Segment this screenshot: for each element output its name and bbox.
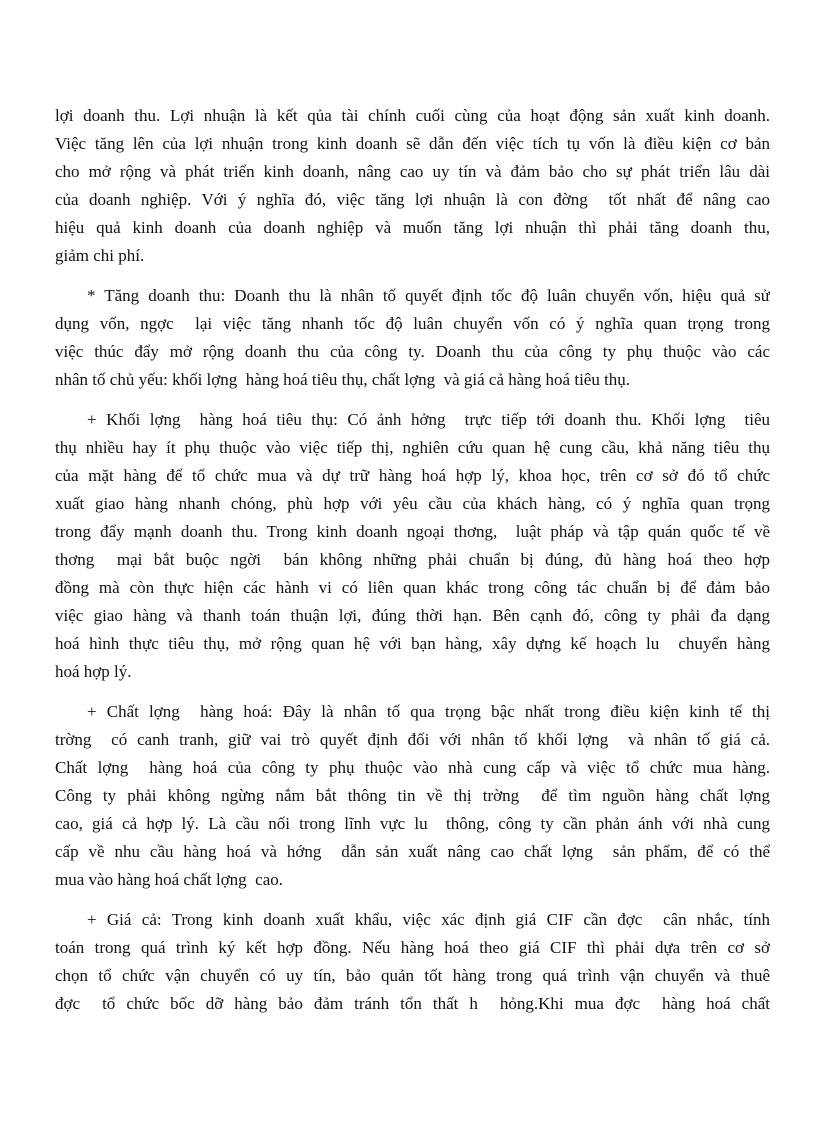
text-line: hoá hợp lý. (55, 662, 132, 681)
text-line: đồng mà còn thực hiện các hành vi có liên quan khác trong công tác chuẩn bị để đảm bảo (55, 578, 770, 597)
text-line: đợc tổ chức bốc dỡ hàng bảo đảm tránh tổn thất h hỏng.Khi mua đợc hàng hoá chất (55, 994, 770, 1013)
text-line: của mặt hàng để tổ chức mua và dự trữ hàng hoá hợp lý, khoa học, trên cơ sở đó tổ chức (55, 466, 770, 485)
text-line: nhân tố chủ yếu: khối lợng hàng hoá tiêu thụ, chất lợng và giá cả hàng hoá tiêu thụ. (55, 370, 631, 389)
text-line: + Khối lợng hàng hoá tiêu thụ: Có ảnh hởng trực tiếp tới doanh thu. Khối lợng tiêu (87, 410, 770, 429)
text-line: thơng mại bắt buộc ngời bán không những phải chuẩn bị đúng, đủ hàng hoá theo hợp (55, 550, 770, 569)
text-line: lợi doanh thu. Lợi nhuận là kết qủa tài chính cuối cùng của hoạt động sản xuất kinh doanh. (55, 106, 770, 125)
text-line: hoá hình thực tiêu thụ, mở rộng quan hệ với bạn hàng, xây dựng kế hoạch lu chuyển hàng (55, 634, 770, 653)
text-line: trờng có canh tranh, giữ vai trò quyết định đối với nhân tố khối lợng và nhân tố giá cả. (55, 730, 770, 749)
text-line: mua vào hàng hoá chất lợng cao. (55, 870, 284, 889)
text-line: Chất lợng hàng hoá của công ty phụ thuộc vào nhà cung cấp và việc tổ chức mua hàng. (55, 758, 770, 777)
text-line: Việc tăng lên của lợi nhuận trong kinh doanh sẽ dẫn đến việc tích tụ vốn là điều kiện cơ bản (55, 134, 770, 153)
text-line: toán trong quá trình ký kết hợp đồng. Nếu hàng hoá theo giá CIF thì phải dựa trên cơ sở (55, 938, 770, 957)
text-line: dụng vốn, ngợc lại việc tăng nhanh tốc độ luân chuyển vốn có ý nghĩa quan trọng trong (55, 314, 770, 333)
text-line: của doanh nghiệp. Với ý nghĩa đó, việc tăng lợi nhuận là con đờng tốt nhất để nâng cao (55, 190, 770, 209)
text-line: việc thúc đẩy mở rộng doanh thu của công ty. Doanh thu của công ty phụ thuộc vào các (55, 342, 770, 361)
text-line: cao, giá cả hợp lý. Là cầu nối trong lĩnh vực lu thông, công ty cần phản ánh với nhà cung (55, 814, 770, 833)
text-line: hiệu quả kinh doanh của doanh nghiệp và muốn tăng lợi nhuận thì phải tăng doanh thu, (55, 218, 770, 237)
text-line: + Chất lợng hàng hoá: Đây là nhân tố qua trọng bậc nhất trong điều kiện kinh tế thị (87, 702, 770, 721)
text-line: trong đẩy mạnh doanh thu. Trong kinh doanh ngoại thơng, luật pháp và tập quán quốc tế về (55, 522, 770, 541)
text-line: cấp về nhu cầu hàng hoá và hớng dẫn sản xuất nâng cao chất lợng sản phẩm, để có thể (55, 842, 770, 861)
text-line: Công ty phải không ngừng nắm bắt thông tin về thị trờng để tìm nguồn hàng chất lợng (55, 786, 770, 805)
text-line: thụ nhiều hay ít phụ thuộc vào việc tiếp thị, nghiên cứu quan hệ cung cầu, khả năng tiêu thụ (55, 438, 770, 457)
text-line: + Giá cả: Trong kinh doanh xuất khẩu, việc xác định giá CIF cần đợc cân nhắc, tính (87, 910, 770, 929)
text-line: * Tăng doanh thu: Doanh thu là nhân tố quyết định tốc độ luân chuyển vốn, hiệu quả sử (87, 286, 770, 305)
text-line: việc giao hàng và thanh toán thuận lợi, đúng thời hạn. Bên cạnh đó, công ty phải đa dạng (55, 606, 770, 625)
text-line: chọn tổ chức vận chuyển có uy tín, bảo quản tốt hàng trong quá trình vận chuyển và thuê (55, 966, 770, 985)
text-line: cho mở rộng và phát triển kinh doanh, nâng cao uy tín và đảm bảo cho sự phát triển lâu dài (55, 162, 770, 181)
text-line: giảm chi phí. (55, 246, 145, 265)
text-line: xuất giao hàng nhanh chóng, phù hợp với yêu cầu của khách hàng, có ý nghĩa quan trọng (55, 494, 770, 513)
